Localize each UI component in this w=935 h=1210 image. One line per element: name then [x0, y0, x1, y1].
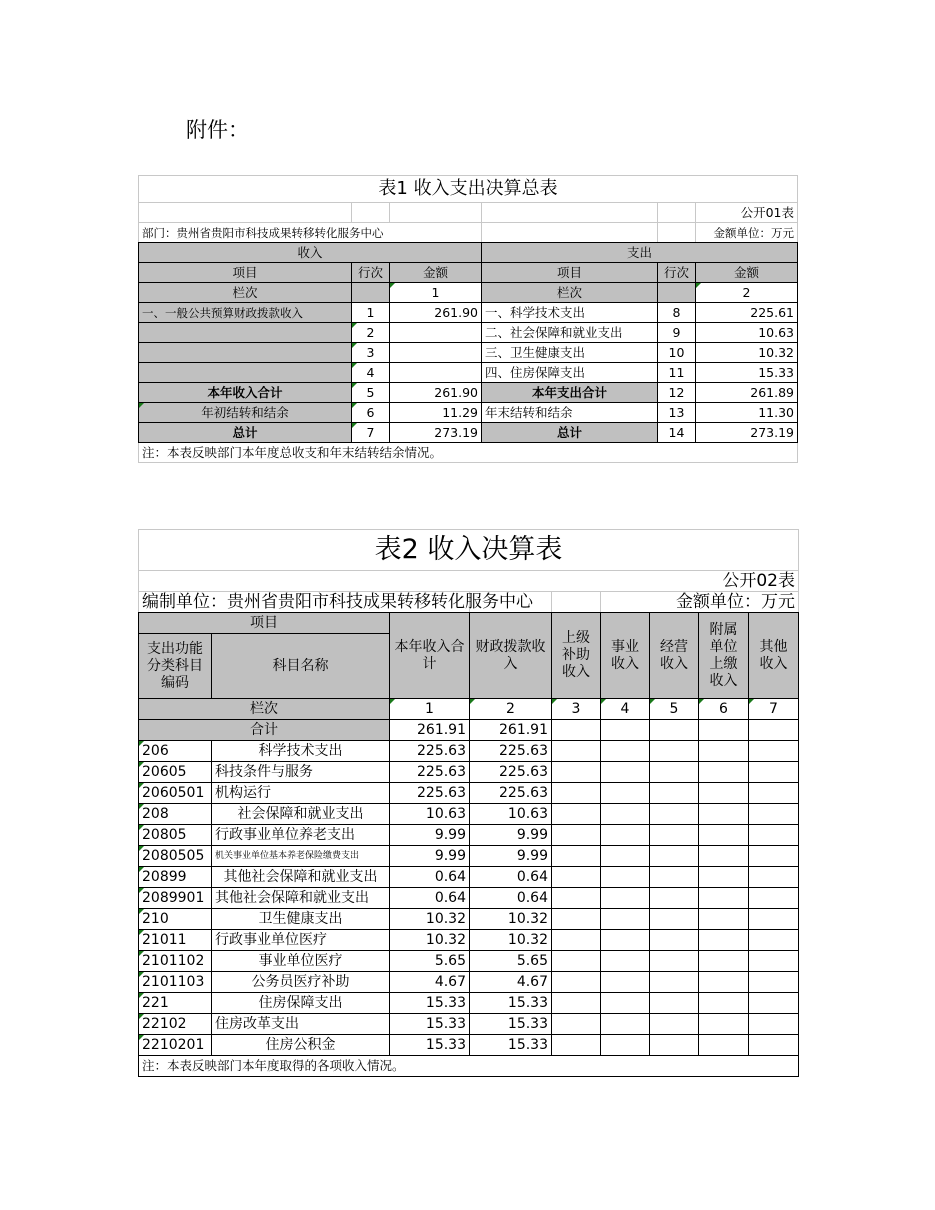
- table1-expense-amount: 261.89: [696, 383, 798, 403]
- table1-seq-income: 1: [390, 283, 482, 303]
- table2-seq-label: 栏次: [139, 699, 390, 720]
- table2-row: [139, 930, 799, 951]
- table1-expense-item: 一、科学技术支出: [482, 303, 658, 323]
- table1-expense-amount: 15.33: [696, 363, 798, 383]
- table1-income-row-no: 1: [352, 303, 390, 323]
- table2-row-fiscal: 0.64: [470, 888, 552, 909]
- table2-seq-number: 1: [390, 699, 470, 720]
- table1-income-row-no: 4: [352, 363, 390, 383]
- table2-row-fiscal: 9.99: [470, 846, 552, 867]
- attachment-label: 附件：: [186, 118, 249, 142]
- table2-row: [139, 867, 799, 888]
- table2-row-fiscal: 15.33: [470, 1035, 552, 1056]
- table2-seq-number: 2: [470, 699, 552, 720]
- table2-total-fiscal: 261.91: [470, 720, 552, 741]
- table2-note: 注：本表反映部门本年度取得的各项收入情况。: [139, 1056, 799, 1077]
- table1-row: [139, 383, 798, 403]
- table2-row-fiscal: 0.64: [470, 867, 552, 888]
- table1-expense-amount: 273.19: [696, 423, 798, 443]
- table2-row-name: 其他社会保障和就业支出: [212, 867, 390, 888]
- table2-row: [139, 741, 799, 762]
- table2-row-total: 225.63: [390, 741, 470, 762]
- table1-expense-item: 总计: [482, 423, 658, 443]
- table2-row-total: 10.32: [390, 930, 470, 951]
- table1-income-row-no: 5: [352, 383, 390, 403]
- table1-expense-row-no: 13: [658, 403, 696, 423]
- table1-col-item-expense: 项目: [482, 263, 658, 283]
- table1-expense-row-no: 8: [658, 303, 696, 323]
- table1-income-amount: 11.29: [390, 403, 482, 423]
- table2-row: [139, 909, 799, 930]
- table2-col-code: 支出功能分类科目编码: [139, 634, 212, 699]
- table2-row-total: 9.99: [390, 846, 470, 867]
- table1-income-amount: 261.90: [390, 303, 482, 323]
- table2-row-total: 0.64: [390, 867, 470, 888]
- table1-income-item: [139, 323, 352, 343]
- table2-row: [139, 972, 799, 993]
- table1-expense-row-no: 14: [658, 423, 696, 443]
- table1-unit: 金额单位：万元: [696, 223, 798, 243]
- table2-row-total: 15.33: [390, 1014, 470, 1035]
- table2-row-total: 15.33: [390, 1035, 470, 1056]
- table2-row-total: 5.65: [390, 951, 470, 972]
- table2-row-fiscal: 5.65: [470, 951, 552, 972]
- table1-expense-header: 支出: [482, 243, 798, 263]
- table1-income-item: [139, 363, 352, 383]
- table1-expense-amount: 10.32: [696, 343, 798, 363]
- table1-row: [139, 363, 798, 383]
- table2-row: [139, 1035, 799, 1056]
- table2-row-code: 2210201: [139, 1035, 212, 1056]
- table2-row-fiscal: 10.63: [470, 804, 552, 825]
- table2-col-business: 事业收入: [601, 613, 650, 699]
- table2-row-fiscal: 15.33: [470, 1014, 552, 1035]
- table2-col-other: 其他收入: [749, 613, 799, 699]
- table1-title: 表1 收入支出决算总表: [139, 176, 798, 203]
- table2-row-code: 20805: [139, 825, 212, 846]
- table1-income-amount: 273.19: [390, 423, 482, 443]
- table1-income-row-no: 7: [352, 423, 390, 443]
- table2-row-total: 225.63: [390, 762, 470, 783]
- table2-row-name: 公务员医疗补助: [212, 972, 390, 993]
- table1-col-row-expense: 行次: [658, 263, 696, 283]
- table2-seq-number: 5: [650, 699, 699, 720]
- table1-row: [139, 323, 798, 343]
- income-expense-summary-table: [138, 175, 798, 463]
- table1-income-row-no: 3: [352, 343, 390, 363]
- table2-row-name: 行政事业单位养老支出: [212, 825, 390, 846]
- table1-seq-label-expense: 栏次: [482, 283, 658, 303]
- table2-row-name: 行政事业单位医疗: [212, 930, 390, 951]
- table1-expense-row-no: 11: [658, 363, 696, 383]
- table2-row-code: 2101102: [139, 951, 212, 972]
- table1-expense-item: 四、住房保障支出: [482, 363, 658, 383]
- table2-col-project: 项目: [139, 613, 390, 634]
- table1-expense-amount: 11.30: [696, 403, 798, 423]
- table2-row-fiscal: 10.32: [470, 930, 552, 951]
- table2-col-superior: 上级补助收入: [552, 613, 601, 699]
- table2-row: [139, 762, 799, 783]
- table2-row-name: 科技条件与服务: [212, 762, 390, 783]
- table1-col-amount: 金额: [390, 263, 482, 283]
- table2-row: [139, 951, 799, 972]
- table2-row-total: 9.99: [390, 825, 470, 846]
- table2-col-total: 本年收入合计: [390, 613, 470, 699]
- table2-seq-number: 4: [601, 699, 650, 720]
- table2-row-name: 其他社会保障和就业支出: [212, 888, 390, 909]
- table2-row: [139, 888, 799, 909]
- table1-income-item: 年初结转和结余: [139, 403, 352, 423]
- table2-row-total: 10.63: [390, 804, 470, 825]
- table2-row-name: 机关事业单位基本养老保险缴费支出: [212, 846, 390, 867]
- table2-row-code: 206: [139, 741, 212, 762]
- table2-row-name: 社会保障和就业支出: [212, 804, 390, 825]
- table1-expense-item: 三、卫生健康支出: [482, 343, 658, 363]
- table1-income-amount: [390, 323, 482, 343]
- table1-income-amount: [390, 343, 482, 363]
- table2-row-total: 10.32: [390, 909, 470, 930]
- table2-row-name: 事业单位医疗: [212, 951, 390, 972]
- table2-row-fiscal: 4.67: [470, 972, 552, 993]
- table2-row-code: 2089901: [139, 888, 212, 909]
- table2-row: [139, 804, 799, 825]
- table2-row-code: 21011: [139, 930, 212, 951]
- table1-col-row: 行次: [352, 263, 390, 283]
- table1-expense-amount: 225.61: [696, 303, 798, 323]
- table2-row-code: 20605: [139, 762, 212, 783]
- table2-row-total: 0.64: [390, 888, 470, 909]
- table2-col-affiliated: 附属单位上缴收入: [699, 613, 749, 699]
- table2-row-name: 机构运行: [212, 783, 390, 804]
- table2-row-code: 2060501: [139, 783, 212, 804]
- table1-row: [139, 343, 798, 363]
- table1-code: 公开01表: [696, 203, 798, 223]
- table2-seq-number: 3: [552, 699, 601, 720]
- table1-seq-label: 栏次: [139, 283, 352, 303]
- table1-income-amount: [390, 363, 482, 383]
- table1-expense-item: 二、社会保障和就业支出: [482, 323, 658, 343]
- table2-row: [139, 783, 799, 804]
- table1-row: [139, 423, 798, 443]
- table1-expense-row-no: 9: [658, 323, 696, 343]
- table1-expense-row-no: 10: [658, 343, 696, 363]
- table2-row-code: 208: [139, 804, 212, 825]
- table1-income-item: 本年收入合计: [139, 383, 352, 403]
- table2-row-fiscal: 10.32: [470, 909, 552, 930]
- table1-income-amount: 261.90: [390, 383, 482, 403]
- table2-row-code: 2101103: [139, 972, 212, 993]
- table2-code: 公开02表: [139, 571, 799, 592]
- table1-income-row-no: 2: [352, 323, 390, 343]
- table2-compiler: 编制单位：贵州省贵阳市科技成果转移转化服务中心: [139, 592, 470, 613]
- table2-row-total: 15.33: [390, 993, 470, 1014]
- table1-expense-amount: 10.63: [696, 323, 798, 343]
- table2-row: [139, 1014, 799, 1035]
- table2-seq-number: 7: [749, 699, 799, 720]
- table2-col-name: 科目名称: [212, 634, 390, 699]
- table2-row-name: 卫生健康支出: [212, 909, 390, 930]
- table1-department: 部门：贵州省贵阳市科技成果转移转化服务中心: [139, 223, 482, 243]
- income-final-accounts-table: [138, 529, 799, 1077]
- table2-row-fiscal: 9.99: [470, 825, 552, 846]
- table2-row-name: 住房保障支出: [212, 993, 390, 1014]
- table2-row: [139, 825, 799, 846]
- table1-expense-item: 本年支出合计: [482, 383, 658, 403]
- table1-col-item: 项目: [139, 263, 352, 283]
- table2-row-name: 科学技术支出: [212, 741, 390, 762]
- table2-row-total: 225.63: [390, 783, 470, 804]
- table1-row: [139, 303, 798, 323]
- table2-seq-number: 6: [699, 699, 749, 720]
- table2-col-operating: 经营收入: [650, 613, 699, 699]
- table1-income-item: 一、一般公共预算财政拨款收入: [139, 303, 352, 323]
- table2-row-fiscal: 15.33: [470, 993, 552, 1014]
- table2-total-label: 合计: [139, 720, 390, 741]
- table2-row-code: 221: [139, 993, 212, 1014]
- table2-row-name: 住房公积金: [212, 1035, 390, 1056]
- table2-row-total: 4.67: [390, 972, 470, 993]
- table1-income-item: 总计: [139, 423, 352, 443]
- table1-expense-item: 年末结转和结余: [482, 403, 658, 423]
- table2-row: [139, 846, 799, 867]
- table1-expense-row-no: 12: [658, 383, 696, 403]
- table2-row-fiscal: 225.63: [470, 762, 552, 783]
- table2-row-fiscal: 225.63: [470, 783, 552, 804]
- table1-col-amount-expense: 金额: [696, 263, 798, 283]
- table1-note: 注：本表反映部门本年度总收支和年末结转结余情况。: [139, 443, 798, 463]
- table1-row: [139, 403, 798, 423]
- table1-income-row-no: 6: [352, 403, 390, 423]
- table2-row-code: 2080505: [139, 846, 212, 867]
- table2-row-code: 20899: [139, 867, 212, 888]
- table2-unit: 金额单位：万元: [601, 592, 799, 613]
- table1-income-header: 收入: [139, 243, 482, 263]
- table2-row-fiscal: 225.63: [470, 741, 552, 762]
- table2-title: 表2 收入决算表: [139, 530, 799, 571]
- table2-total-income: 261.91: [390, 720, 470, 741]
- table2-row-code: 210: [139, 909, 212, 930]
- table2-row-code: 22102: [139, 1014, 212, 1035]
- table1-income-item: [139, 343, 352, 363]
- table2-row-name: 住房改革支出: [212, 1014, 390, 1035]
- table2-row: [139, 993, 799, 1014]
- table2-col-fiscal: 财政拨款收入: [470, 613, 552, 699]
- table1-seq-expense: 2: [696, 283, 798, 303]
